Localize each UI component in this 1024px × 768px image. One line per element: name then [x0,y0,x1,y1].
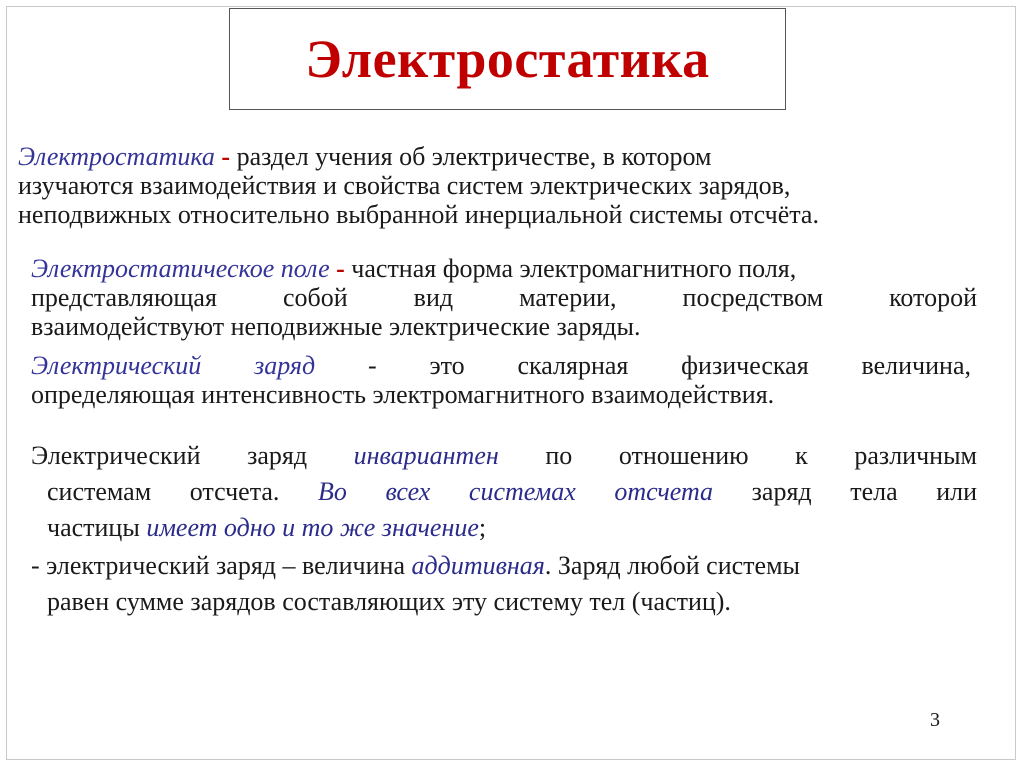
definition-electrostatic-field [31,254,977,341]
definition-line: представляющая собой вид материи, посредством которой [31,283,977,312]
term-dash: - [336,254,345,283]
definition-text: раздел учения об электричестве, в котором [230,142,712,171]
property-text: заряд тела или [713,477,978,506]
slide-title: Электростатика [305,29,710,89]
property-text: ; [478,513,487,542]
term-electrostatics: Электростатика [18,142,215,171]
definition-line: неподвижных относительно выбранной инерциальной системы отсчёта. [18,200,819,229]
property-text: частицы [47,513,147,542]
property-text: по отношению к различным [498,441,978,470]
definition-electric-charge [31,351,971,409]
emphasis-invariant: инвариантен [353,441,499,470]
property-text: - электрический заряд – величина [31,551,412,580]
property-line [31,438,977,474]
emphasis-all-frames: Во всех системах отсчета [318,477,714,506]
property-line [31,510,977,546]
property-line: равен сумме зарядов составляющих эту систему тел (частиц). [47,587,731,616]
term-electric-charge: Электрический заряд [31,351,316,380]
page-number: 3 [930,709,940,731]
definition-line [18,142,988,171]
title-box [229,8,786,110]
property-additivity [31,548,977,620]
term-electrostatic-field: Электростатическое поле [31,254,330,283]
definition-electrostatics [18,142,988,229]
property-line [31,474,977,510]
emphasis-same-value: имеет одно и то же значение [146,513,479,542]
emphasis-additive: аддитивная [411,551,545,580]
term-dash: - [221,142,231,171]
definition-text: частная форма электромагнитного поля, [344,254,797,283]
definition-line [31,254,977,283]
property-text: Электрический заряд [31,441,354,470]
property-text: . Заряд любой системы [544,551,800,580]
definition-text: - это скалярная физическая величина, [315,351,971,380]
property-invariance [31,438,977,546]
property-text: системам отсчета. [47,477,319,506]
definition-line: изучаются взаимодействия и свойства систем электрических зарядов, [18,171,791,200]
definition-line: определяющая интенсивность электромагнитного взаимодействия. [31,380,775,409]
definition-line [31,351,971,380]
property-line [31,548,977,584]
definition-line: взаимодействуют неподвижные электрические заряды. [31,312,641,341]
